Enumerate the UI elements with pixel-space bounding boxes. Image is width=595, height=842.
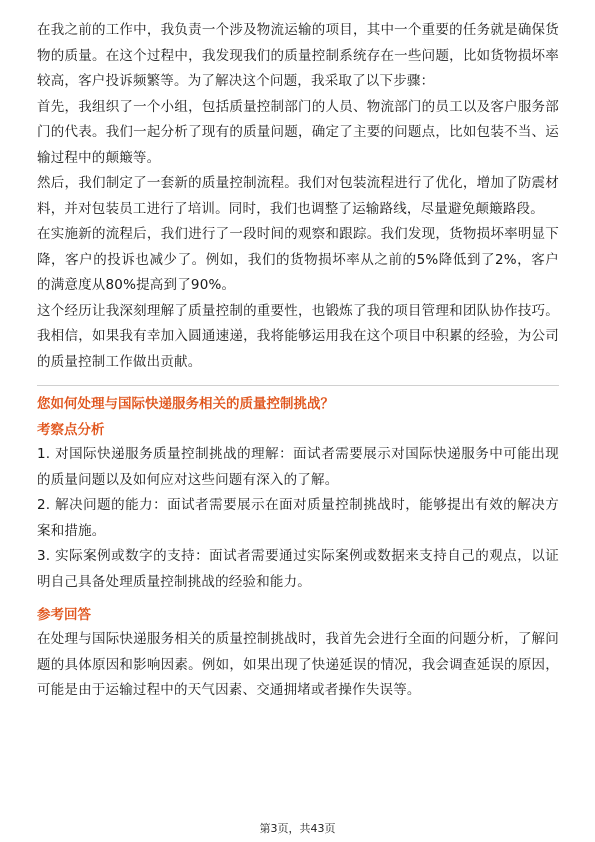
intro-paragraph-4: 在实施新的流程后，我们进行了一段时间的观察和跟踪。我们发现，货物损坏率明显下降，客户的投诉也减少了。例如，我们的货物损坏率从之前的5%降低到了2%，客户的满意度从80%提高到了90%。 xyxy=(37,226,559,293)
answer-paragraph-1: 在处理与国际快递服务相关的质量控制挑战时，我首先会进行全面的问题分析，了解问题的具体原因和影响因素。例如，如果出现了快递延误的情况，我会调查延误的原因，可能是由于运输过程中的天气因素、交通拥堵或者操作失误等。 xyxy=(37,631,559,698)
section-divider xyxy=(37,385,559,386)
analysis-heading: 考察点分析 xyxy=(37,422,105,438)
intro-paragraph-5: 这个经历让我深刻理解了质量控制的重要性，也锻炼了我的项目管理和团队协作技巧。我相信，如果我有幸加入圆通速递，我将能够运用我在这个项目中积累的经验，为公司的质量控制工作做出贡献。 xyxy=(37,302,559,370)
analysis-item-1: 1. 对国际快递服务质量控制挑战的理解：面试者需要展示对国际快递服务中可能出现的质量问题以及如何应对这些问题有深入的了解。 xyxy=(37,446,559,488)
page-footer: 第3页，共43页 xyxy=(259,822,336,835)
intro-paragraph-3: 然后，我们制定了一套新的质量控制流程。我们对包装流程进行了优化，增加了防震材料，并对包装员工进行了培训。同时，我们也调整了运输路线，尽量避免颠簸路段。 xyxy=(37,175,559,217)
analysis-item-2: 2. 解决问题的能力：面试者需要展示在面对质量控制挑战时，能够提出有效的解决方案和措施。 xyxy=(37,497,559,539)
answer-heading: 参考回答 xyxy=(37,607,91,623)
analysis-item-3: 3. 实际案例或数字的支持：面试者需要通过实际案例或数据来支持自己的观点，以证明自己具备处理质量控制挑战的经验和能力。 xyxy=(37,548,559,590)
intro-paragraph-1: 在我之前的工作中，我负责一个涉及物流运输的项目，其中一个重要的任务就是确保货物的质量。在这个过程中，我发现我们的质量控制系统存在一些问题，比如货物损坏率较高，客户投诉频繁等。为了解决这个问题，我采取了以下步骤： xyxy=(37,22,559,89)
question-title: 您如何处理与国际快递服务相关的质量控制挑战？ xyxy=(37,396,334,412)
page-content xyxy=(37,18,559,704)
intro-paragraph-2: 首先，我组织了一个小组，包括质量控制部门的人员、物流部门的员工以及客户服务部门的代表。我们一起分析了现有的质量问题，确定了主要的问题点，比如包装不当、运输过程中的颠簸等。 xyxy=(37,98,559,166)
